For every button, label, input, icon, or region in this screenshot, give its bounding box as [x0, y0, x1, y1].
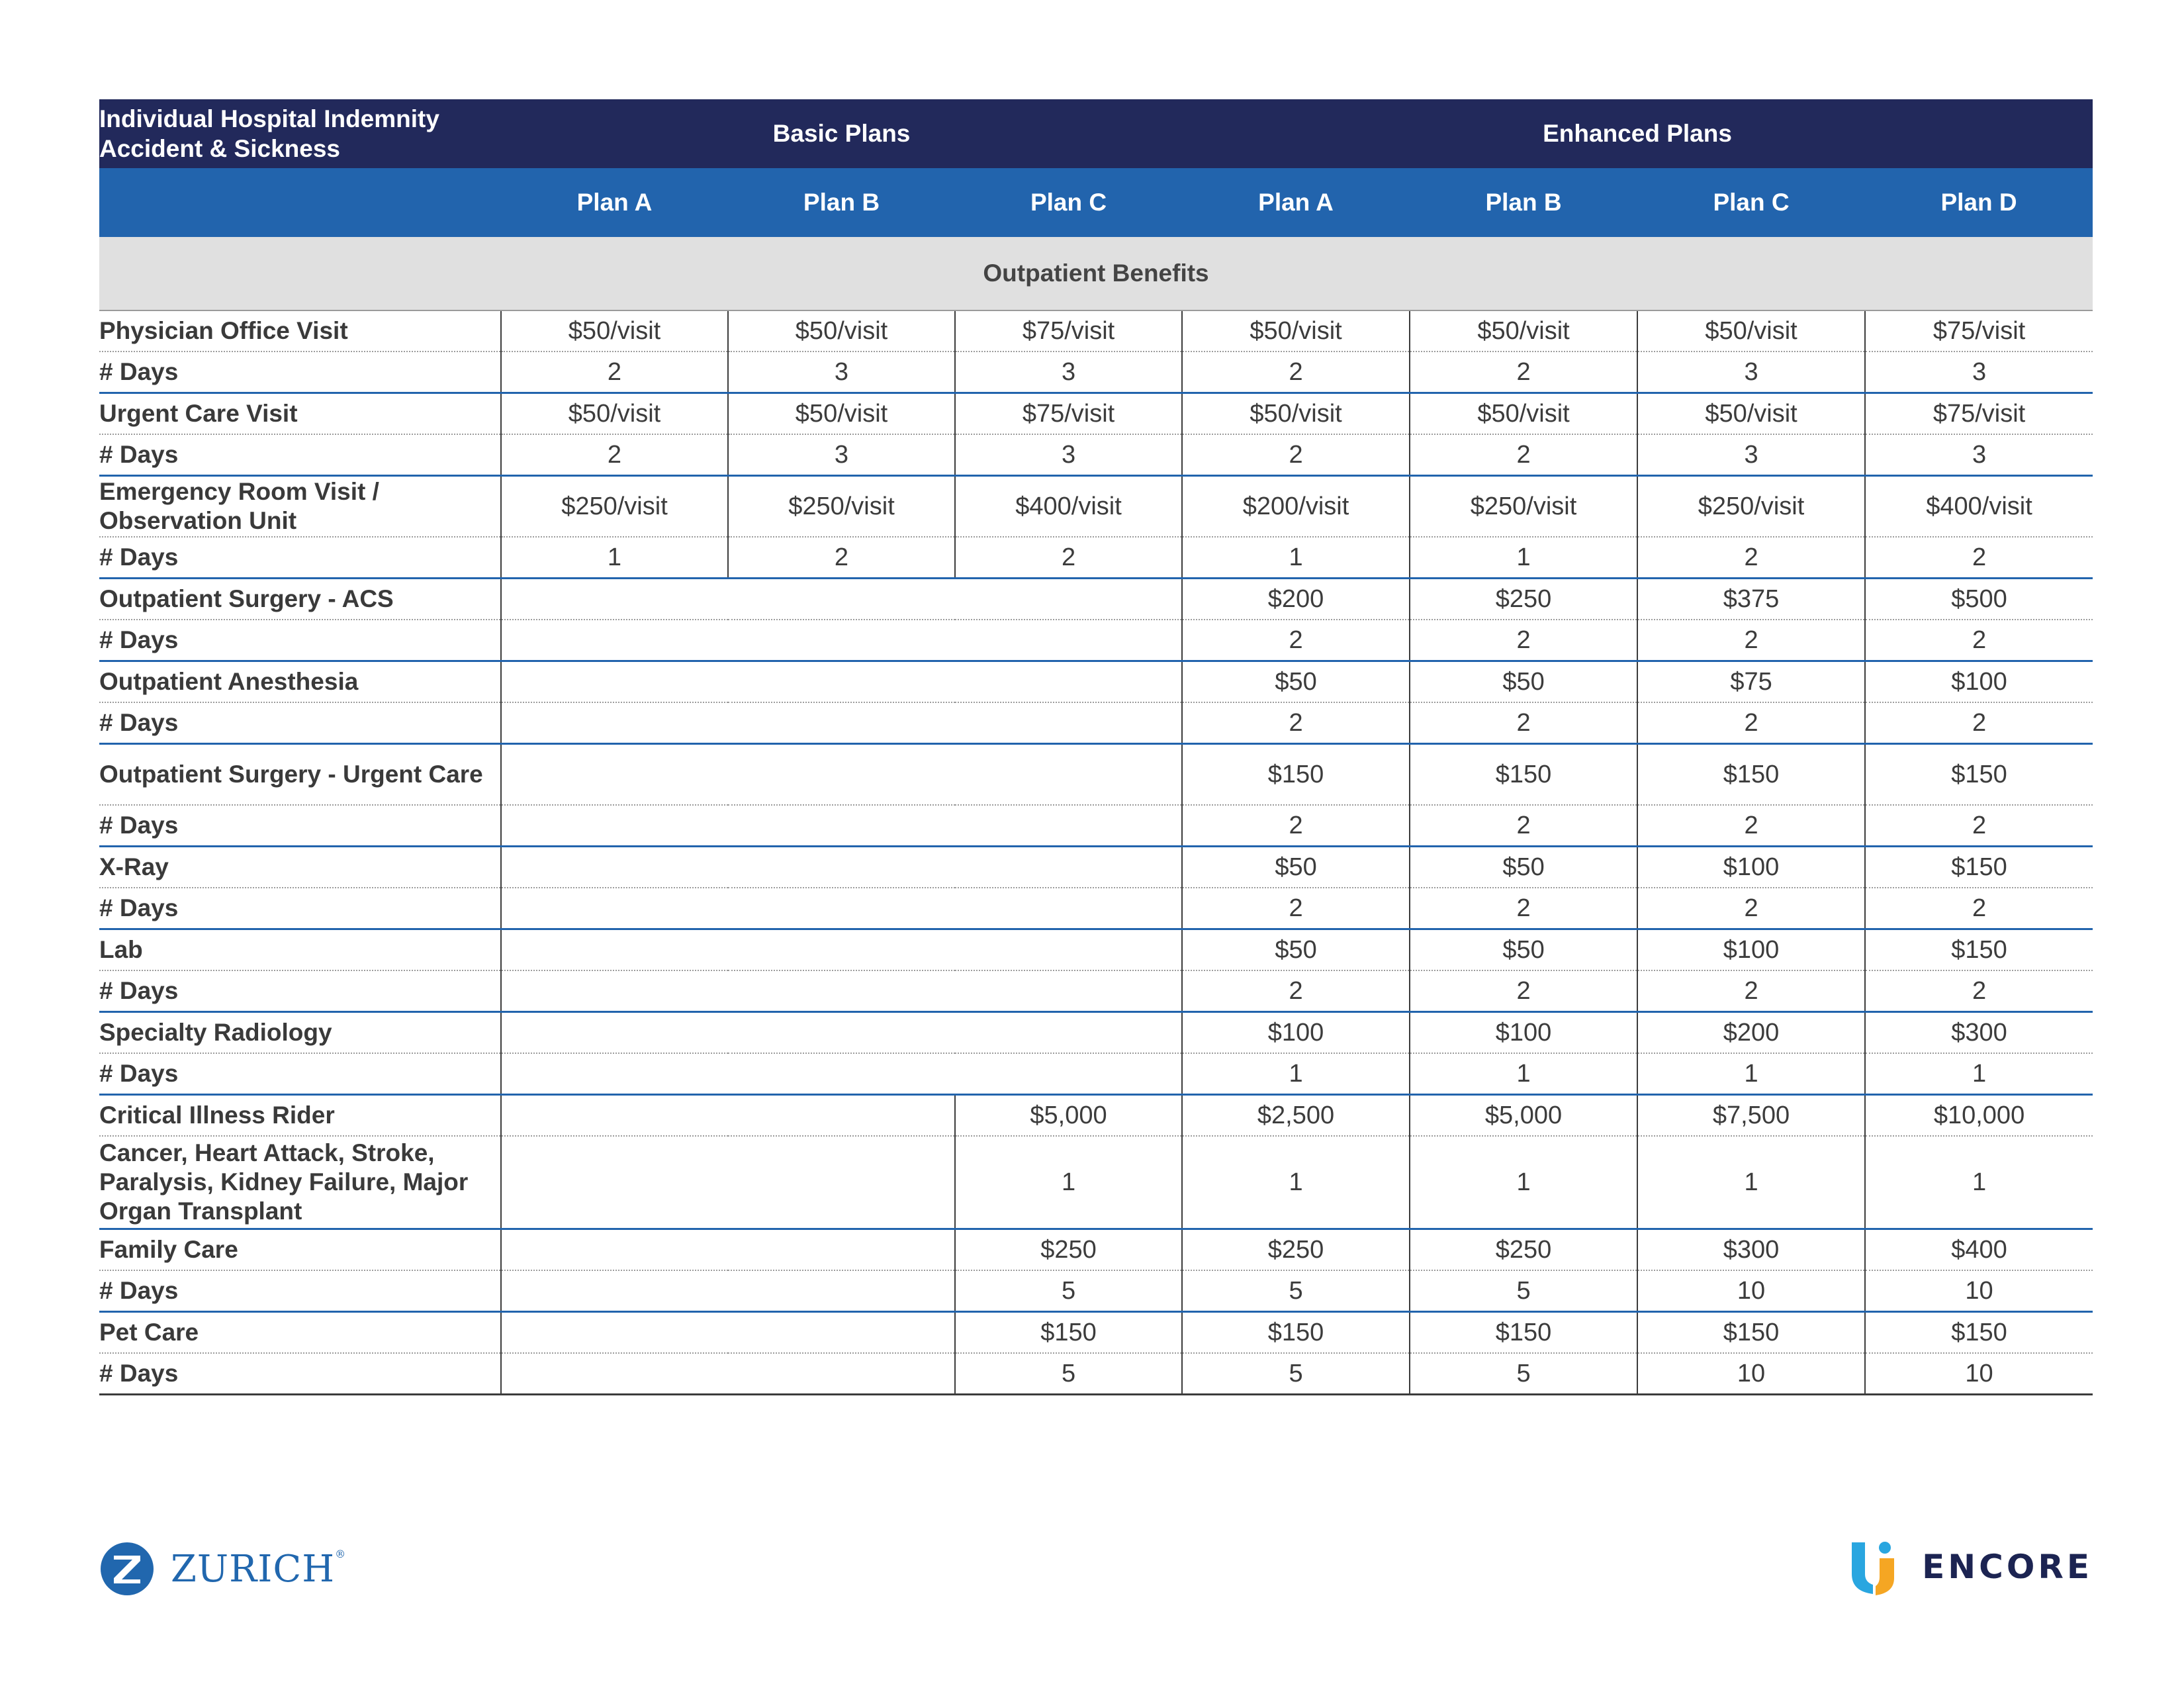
table-row: [99, 847, 2093, 888]
table-row: [99, 1136, 2093, 1229]
benefit-cell: $50: [1410, 847, 1637, 888]
benefit-cell: 1: [1410, 1053, 1637, 1095]
benefit-cell: 3: [728, 434, 955, 476]
benefit-cell: $5,000: [1410, 1095, 1637, 1137]
basic-plans-header: Basic Plans: [501, 99, 1182, 168]
benefit-cell: 2: [501, 352, 728, 393]
not-covered-cell: [501, 1095, 955, 1137]
row-label: Critical Illness Rider: [99, 1095, 501, 1137]
benefit-cell: $100: [1637, 847, 1865, 888]
benefit-cell: $50/visit: [728, 393, 955, 435]
plan-header-basic-b: Plan B: [728, 168, 955, 237]
table-row: [99, 744, 2093, 806]
benefit-cell: 2: [1410, 970, 1637, 1012]
section-row: [99, 237, 2093, 310]
enhanced-plans-header: Enhanced Plans: [1182, 99, 2093, 168]
benefit-cell: 1: [1182, 1053, 1410, 1095]
row-label: # Days: [99, 352, 501, 393]
benefit-cell: $75: [1637, 661, 1865, 703]
benefit-cell: 2: [1637, 805, 1865, 847]
row-label: Outpatient Surgery - Urgent Care: [99, 744, 501, 806]
benefit-cell: $300: [1637, 1229, 1865, 1271]
benefit-cell: $250: [1410, 1229, 1637, 1271]
table-row: [99, 310, 2093, 352]
row-label: Cancer, Heart Attack, Stroke, Paralysis, Kidney Failure, Major Organ Transplant: [99, 1136, 501, 1229]
row-label: # Days: [99, 1353, 501, 1395]
row-label: # Days: [99, 805, 501, 847]
benefit-cell: $50/visit: [1182, 310, 1410, 352]
not-covered-cell: [501, 1053, 1182, 1095]
table-row: [99, 702, 2093, 744]
not-covered-cell: [501, 1312, 955, 1354]
table-row: [99, 661, 2093, 703]
benefit-cell: $200/visit: [1182, 476, 1410, 538]
benefit-cell: 2: [1865, 970, 2093, 1012]
table-row: [99, 1053, 2093, 1095]
benefit-cell: $2,500: [1182, 1095, 1410, 1137]
benefit-cell: $75/visit: [1865, 310, 2093, 352]
benefit-cell: $150: [1865, 847, 2093, 888]
benefit-cell: 2: [728, 537, 955, 579]
plan-header-enhanced-c: Plan C: [1637, 168, 1865, 237]
benefit-cell: $100: [1865, 661, 2093, 703]
benefit-cell: 2: [1410, 620, 1637, 661]
encore-emblem-icon: [1848, 1537, 1899, 1597]
benefit-cell: $50/visit: [1182, 393, 1410, 435]
benefit-cell: $100: [1182, 1012, 1410, 1054]
benefit-cell: $50: [1182, 847, 1410, 888]
not-covered-cell: [501, 888, 1182, 929]
benefit-cell: 5: [1410, 1270, 1637, 1312]
benefit-cell: 1: [1637, 1053, 1865, 1095]
not-covered-cell: [501, 1229, 955, 1271]
section-title: Outpatient Benefits: [99, 237, 2093, 310]
plan-header-basic-c: Plan C: [955, 168, 1182, 237]
table-row: [99, 929, 2093, 971]
not-covered-cell: [501, 847, 1182, 888]
benefit-cell: $375: [1637, 579, 1865, 620]
benefit-cell: $50/visit: [501, 393, 728, 435]
benefit-cell: $250: [1410, 579, 1637, 620]
row-label: Outpatient Surgery - ACS: [99, 579, 501, 620]
benefit-cell: 2: [1182, 620, 1410, 661]
registered-mark: ®: [335, 1547, 347, 1560]
table-row: [99, 393, 2093, 435]
benefit-cell: $100: [1410, 1012, 1637, 1054]
table-row: [99, 476, 2093, 538]
table-row: [99, 579, 2093, 620]
zurich-logo: [99, 1541, 346, 1597]
not-covered-cell: [501, 1270, 955, 1312]
benefit-cell: 2: [1410, 888, 1637, 929]
row-label: Specialty Radiology: [99, 1012, 501, 1054]
benefit-cell: $50/visit: [501, 310, 728, 352]
benefit-cell: 2: [1865, 702, 2093, 744]
benefit-cell: 5: [1182, 1270, 1410, 1312]
benefit-cell: $150: [1637, 744, 1865, 806]
row-label: Urgent Care Visit: [99, 393, 501, 435]
table-row: [99, 352, 2093, 393]
row-label: # Days: [99, 970, 501, 1012]
encore-wordmark: ENCORE: [1922, 1548, 2093, 1586]
table-title: Individual Hospital Indemnity Accident & Sickness: [99, 99, 501, 168]
benefit-cell: 3: [955, 352, 1182, 393]
not-covered-cell: [501, 1353, 955, 1395]
benefit-cell: 10: [1637, 1270, 1865, 1312]
row-label: # Days: [99, 620, 501, 661]
not-covered-cell: [501, 1136, 955, 1229]
table-row: [99, 434, 2093, 476]
row-label: # Days: [99, 702, 501, 744]
benefit-cell: $400/visit: [1865, 476, 2093, 538]
benefit-cell: 1: [1410, 1136, 1637, 1229]
benefit-cell: $400/visit: [955, 476, 1182, 538]
benefit-cell: $50: [1182, 929, 1410, 971]
row-label: Lab: [99, 929, 501, 971]
benefit-cell: $150: [1865, 744, 2093, 806]
plan-header-enhanced-d: Plan D: [1865, 168, 2093, 237]
benefit-cell: 10: [1865, 1353, 2093, 1395]
benefit-cell: 3: [1637, 352, 1865, 393]
benefit-cell: $5,000: [955, 1095, 1182, 1137]
not-covered-cell: [501, 970, 1182, 1012]
benefit-cell: $150: [1410, 744, 1637, 806]
benefit-cell: 2: [1410, 352, 1637, 393]
table-row: [99, 620, 2093, 661]
benefit-cell: 2: [1865, 805, 2093, 847]
benefit-cell: 5: [955, 1270, 1182, 1312]
benefit-cell: $500: [1865, 579, 2093, 620]
not-covered-cell: [501, 620, 1182, 661]
not-covered-cell: [501, 929, 1182, 971]
not-covered-cell: [501, 1012, 1182, 1054]
benefit-cell: $300: [1865, 1012, 2093, 1054]
benefit-cell: 2: [1182, 702, 1410, 744]
benefit-cell: 2: [1637, 537, 1865, 579]
not-covered-cell: [501, 579, 1182, 620]
benefit-cell: 1: [1182, 537, 1410, 579]
header-row-groups: [99, 99, 2093, 168]
benefit-cell: $50/visit: [1410, 393, 1637, 435]
benefit-cell: 2: [1182, 805, 1410, 847]
benefit-cell: $75/visit: [955, 310, 1182, 352]
benefit-cell: $150: [1182, 1312, 1410, 1354]
benefit-cell: 1: [1865, 1053, 2093, 1095]
benefit-rows: [99, 310, 2093, 1395]
not-covered-cell: [501, 805, 1182, 847]
encore-logo: [1848, 1537, 2093, 1597]
plan-header-enhanced-a: Plan A: [1182, 168, 1410, 237]
benefit-cell: $200: [1637, 1012, 1865, 1054]
zurich-emblem-icon: [99, 1541, 155, 1597]
benefit-cell: 1: [955, 1136, 1182, 1229]
benefit-cell: 2: [1410, 702, 1637, 744]
row-label: # Days: [99, 537, 501, 579]
benefit-cell: 5: [1410, 1353, 1637, 1395]
table-row: [99, 1312, 2093, 1354]
benefit-cell: 2: [1182, 352, 1410, 393]
benefit-cell: 3: [955, 434, 1182, 476]
zurich-wordmark: [171, 1548, 346, 1591]
row-label: Family Care: [99, 1229, 501, 1271]
benefit-cell: 2: [1182, 970, 1410, 1012]
row-label: Pet Care: [99, 1312, 501, 1354]
zurich-name: ZURICH: [171, 1547, 336, 1591]
benefit-cell: $50/visit: [728, 310, 955, 352]
benefit-cell: 1: [1182, 1136, 1410, 1229]
row-label: # Days: [99, 1053, 501, 1095]
not-covered-cell: [501, 702, 1182, 744]
benefit-cell: 2: [1637, 702, 1865, 744]
benefit-cell: 1: [1865, 1136, 2093, 1229]
row-label: # Days: [99, 1270, 501, 1312]
benefit-cell: 2: [1865, 888, 2093, 929]
benefit-cell: 2: [1182, 434, 1410, 476]
table-row: [99, 888, 2093, 929]
benefit-cell: $50/visit: [1637, 393, 1865, 435]
benefit-cell: 5: [1182, 1353, 1410, 1395]
plan-header-blank: [99, 168, 501, 237]
benefit-cell: 3: [1637, 434, 1865, 476]
benefit-cell: $7,500: [1637, 1095, 1865, 1137]
benefit-cell: 10: [1637, 1353, 1865, 1395]
benefit-cell: $75/visit: [955, 393, 1182, 435]
row-label: # Days: [99, 434, 501, 476]
row-label: # Days: [99, 888, 501, 929]
header-row-plans: [99, 168, 2093, 237]
benefit-cell: 1: [501, 537, 728, 579]
benefit-cell: $150: [1410, 1312, 1637, 1354]
benefit-cell: $400: [1865, 1229, 2093, 1271]
row-label: Outpatient Anesthesia: [99, 661, 501, 703]
benefit-cell: $50: [1182, 661, 1410, 703]
benefit-cell: $250: [955, 1229, 1182, 1271]
not-covered-cell: [501, 744, 1182, 806]
table-row: [99, 805, 2093, 847]
benefit-cell: $50: [1410, 929, 1637, 971]
table-row: [99, 1012, 2093, 1054]
plan-header-basic-a: Plan A: [501, 168, 728, 237]
benefit-cell: $150: [1865, 929, 2093, 971]
benefit-cell: $50/visit: [1637, 310, 1865, 352]
plan-header-enhanced-b: Plan B: [1410, 168, 1637, 237]
benefit-cell: $150: [1865, 1312, 2093, 1354]
benefit-cell: $50/visit: [1410, 310, 1637, 352]
benefit-cell: 2: [955, 537, 1182, 579]
benefit-cell: $250/visit: [1637, 476, 1865, 538]
benefit-cell: 2: [501, 434, 728, 476]
benefit-cell: $75/visit: [1865, 393, 2093, 435]
benefit-cell: 2: [1637, 620, 1865, 661]
benefit-cell: 3: [728, 352, 955, 393]
benefit-cell: 2: [1865, 620, 2093, 661]
benefit-cell: 2: [1182, 888, 1410, 929]
benefit-cell: $150: [955, 1312, 1182, 1354]
benefit-cell: 10: [1865, 1270, 2093, 1312]
benefit-cell: $150: [1182, 744, 1410, 806]
benefit-cell: 2: [1410, 805, 1637, 847]
benefit-cell: 2: [1637, 970, 1865, 1012]
benefit-cell: 5: [955, 1353, 1182, 1395]
benefits-table: [99, 99, 2093, 1395]
table-row: [99, 1353, 2093, 1395]
benefit-cell: 1: [1410, 537, 1637, 579]
table-row: [99, 970, 2093, 1012]
row-label: Emergency Room Visit / Observation Unit: [99, 476, 501, 538]
benefit-cell: 2: [1410, 434, 1637, 476]
benefit-cell: $150: [1637, 1312, 1865, 1354]
table-row: [99, 1270, 2093, 1312]
table-row: [99, 1229, 2093, 1271]
row-label: X-Ray: [99, 847, 501, 888]
benefit-cell: $250: [1182, 1229, 1410, 1271]
benefit-cell: 2: [1865, 537, 2093, 579]
benefit-cell: 3: [1865, 352, 2093, 393]
not-covered-cell: [501, 661, 1182, 703]
benefit-cell: 3: [1865, 434, 2093, 476]
benefit-cell: $10,000: [1865, 1095, 2093, 1137]
benefit-cell: $250/visit: [501, 476, 728, 538]
benefit-cell: 1: [1637, 1136, 1865, 1229]
benefit-cell: 2: [1637, 888, 1865, 929]
table-row: [99, 1095, 2093, 1137]
benefit-cell: $250/visit: [1410, 476, 1637, 538]
benefit-cell: $250/visit: [728, 476, 955, 538]
row-label: Physician Office Visit: [99, 310, 501, 352]
benefit-cell: $100: [1637, 929, 1865, 971]
table-row: [99, 537, 2093, 579]
benefit-cell: $50: [1410, 661, 1637, 703]
benefit-cell: $200: [1182, 579, 1410, 620]
